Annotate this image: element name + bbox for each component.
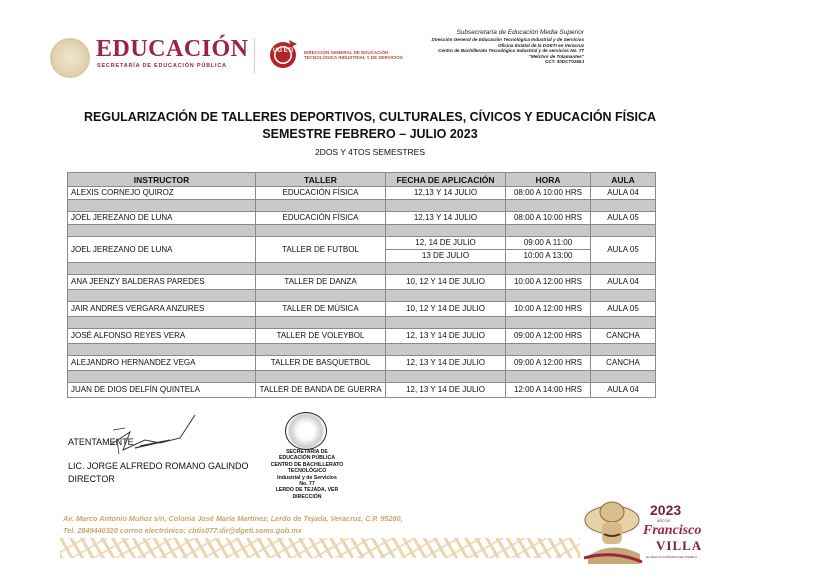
cell-fecha: 10, 12 Y 14 DE JULIO	[386, 302, 506, 317]
cell-taller: TALLER DE VOLEYBOL	[256, 329, 386, 344]
cell-instructor: ALEXIS CORNEJO QUIROZ	[68, 187, 256, 200]
institution-line: Centro de Bachillerato Tecnológico Industrial y de servicios No. 77	[438, 48, 584, 54]
cell-instructor: JAIR ANDRES VERGARA ANZURES	[68, 302, 256, 317]
cell-taller: EDUCACIÓN FÍSICA	[256, 212, 386, 225]
villa-small-text: AÑO DE	[657, 519, 671, 523]
villa-tagline: EL REVOLUCIONARIO DEL PUEBLO	[646, 555, 698, 559]
cell-aula: AULA 04	[591, 187, 656, 200]
table-row	[68, 302, 656, 317]
cell-taller: TALLER DE MÚSICA	[256, 302, 386, 317]
cell-aula: CANCHA	[591, 329, 656, 344]
header-hora: HORA	[506, 173, 591, 187]
education-logo-subtitle: SECRETARÍA DE EDUCACIÓN PÚBLICA	[97, 63, 227, 69]
logo-divider	[254, 38, 255, 74]
francisco-villa-portrait	[584, 498, 644, 566]
cell-taller: TALLER DE DANZA	[256, 275, 386, 290]
header-aula: AULA	[591, 173, 656, 187]
handwritten-signature	[105, 410, 205, 460]
document-subtitle: SEMESTRE FEBRERO – JULIO 2023	[262, 127, 478, 141]
dgeti-logo-initials: UG ETI	[272, 48, 293, 54]
cell-taller: TALLER DE FUTBOL	[256, 237, 386, 263]
cell-hora: 08:00 A 10:00 HRS	[506, 212, 591, 225]
cell-aula: AULA 05	[591, 237, 656, 263]
institution-line: Subsecretaría de Educación Media Superior	[456, 29, 584, 36]
spacer-row	[68, 371, 656, 383]
cell-instructor: JUAN DE DIOS DELFÍN QUINTELA	[68, 383, 256, 398]
cell-hora: 10:00 A 12:00 HRS	[506, 302, 591, 317]
dgeti-logo-text	[304, 50, 403, 60]
director-role: DIRECTOR	[68, 474, 115, 484]
cell-fecha: 12, 13 Y 14 DE JULIO	[386, 356, 506, 371]
cell-hora: 10:00 A 13:00	[506, 250, 591, 263]
document-title: REGULARIZACIÓN DE TALLERES DEPORTIVOS, CULTURALES, CÍVICOS Y EDUCACIÓN FÍSICA	[83, 110, 657, 124]
closing-text: ATENTAMENTE	[68, 437, 134, 447]
stamp-line: SECRETARIA DE	[286, 449, 328, 455]
cell-hora: 09:00 A 12:00 HRS	[506, 329, 591, 344]
cell-hora: 09:00 A 12:00 HRS	[506, 356, 591, 371]
institution-line: Oficina Estatal de la DGETI en Veracruz	[497, 42, 584, 48]
cell-instructor: ALEJANDRO HERNANDEZ VEGA	[68, 356, 256, 371]
director-name: LIC. JORGE ALFREDO ROMANO GALINDO	[68, 461, 249, 471]
table-row	[68, 212, 656, 225]
cell-instructor: JOSÉ ALFONSO REYES VERA	[68, 329, 256, 344]
spacer-row	[68, 225, 656, 237]
cell-instructor: JOEL JEREZANO DE LUNA	[68, 237, 256, 263]
stamp-line: TECNOLÓGICO	[287, 468, 327, 475]
dgeti-gear-logo	[267, 38, 299, 70]
cell-aula: AULA 04	[591, 383, 656, 398]
spacer-row	[68, 290, 656, 302]
cell-taller: EDUCACIÓN FÍSICA	[256, 187, 386, 200]
schedule-table	[67, 172, 656, 398]
document-semesters: 2DOS Y 4TOS SEMESTRES	[314, 147, 426, 157]
cell-fecha: 10, 12 Y 14 DE JULIO	[386, 275, 506, 290]
table-row	[68, 237, 656, 250]
footer-address: Av. Marco Antonio Muñoz s/n, Colonia José María Martínez, Lerdo de Tejada, Veracruz, C.P. 95280,	[63, 514, 403, 523]
cell-hora: 12:00 A 14:00 HRS	[506, 383, 591, 398]
official-stamp-seal	[285, 412, 327, 450]
table-row	[68, 383, 656, 398]
spacer-row	[68, 200, 656, 212]
institution-line: Dirección General de Educación Tecnológica Industrial y de Servicios	[431, 37, 584, 42]
institution-header	[432, 29, 585, 65]
cell-taller: TALLER DE BANDA DE GUERRA	[256, 383, 386, 398]
official-stamp-text	[262, 449, 352, 500]
table-header-row	[68, 173, 656, 187]
table-row	[68, 187, 656, 200]
cell-aula: AULA 04	[591, 275, 656, 290]
stamp-line: DIRECCIÓN	[292, 493, 322, 500]
spacer-row	[68, 344, 656, 356]
stamp-line: Industrial y de Servicios	[277, 474, 337, 481]
cell-fecha: 12, 14 DE JULIO	[386, 237, 506, 250]
institution-line: CCT. 30DCT0265J	[545, 59, 584, 65]
cell-aula: CANCHA	[591, 356, 656, 371]
table-row	[68, 275, 656, 290]
cell-fecha: 12,13 Y 14 JULIO	[386, 212, 506, 225]
cell-instructor: ANA JEENZY BALDERAS PAREDES	[68, 275, 256, 290]
footer-contact: Tel. 2849440320 correo electrónico: cbtis077.dir@dgeti.sems.gob.mx	[63, 526, 302, 535]
cell-fecha: 13 DE JULIO	[386, 250, 506, 263]
decorative-pattern	[60, 538, 580, 558]
header-instructor: INSTRUCTOR	[68, 173, 256, 187]
villa-year: 2023	[650, 502, 682, 518]
header-fecha: FECHA DE APLICACIÓN	[386, 173, 506, 187]
cell-aula: AULA 05	[591, 212, 656, 225]
cell-taller: TALLER DE BASQUETBOL	[256, 356, 386, 371]
header-taller: TALLER	[256, 173, 386, 187]
spacer-row	[68, 263, 656, 275]
table-row	[68, 329, 656, 344]
villa-first-name: Francisco	[643, 523, 702, 538]
table-row	[68, 356, 656, 371]
cell-fecha: 12, 13 Y 14 DE JULIO	[386, 383, 506, 398]
cell-hora: 10:00 A 12:00 HRS	[506, 275, 591, 290]
mexico-seal-logo	[50, 38, 90, 78]
stamp-line: EDUCACIÓN PÚBLICA	[279, 455, 335, 462]
dgeti-line-1: DIRECCIÓN GENERAL DE EDUCACIÓN	[304, 50, 389, 55]
stamp-line: No. 77	[299, 481, 315, 488]
spacer-row	[68, 317, 656, 329]
cell-aula: AULA 05	[591, 302, 656, 317]
stamp-line: LERDO DE TEJADA, VER	[275, 487, 339, 494]
villa-last-name: VILLA	[656, 538, 703, 553]
cell-fecha: 12,13 Y 14 JULIO	[386, 187, 506, 200]
cell-fecha: 12, 13 Y 14 DE JULIO	[386, 329, 506, 344]
cell-hora: 08:00 A 10:00 HRS	[506, 187, 591, 200]
stamp-line: CENTRO DE BACHILLERATO	[270, 461, 344, 468]
cell-instructor: JOEL JEREZANO DE LUNA	[68, 212, 256, 225]
institution-line: "Melchor de Tolamantes"	[528, 53, 584, 59]
dgeti-line-2: TECNOLÓGICA INDUSTRIAL Y DE SERVICIOS	[304, 55, 403, 60]
education-logo-title: EDUCACIÓN	[96, 36, 249, 62]
cell-hora: 09:00 A 11:00	[506, 237, 591, 250]
